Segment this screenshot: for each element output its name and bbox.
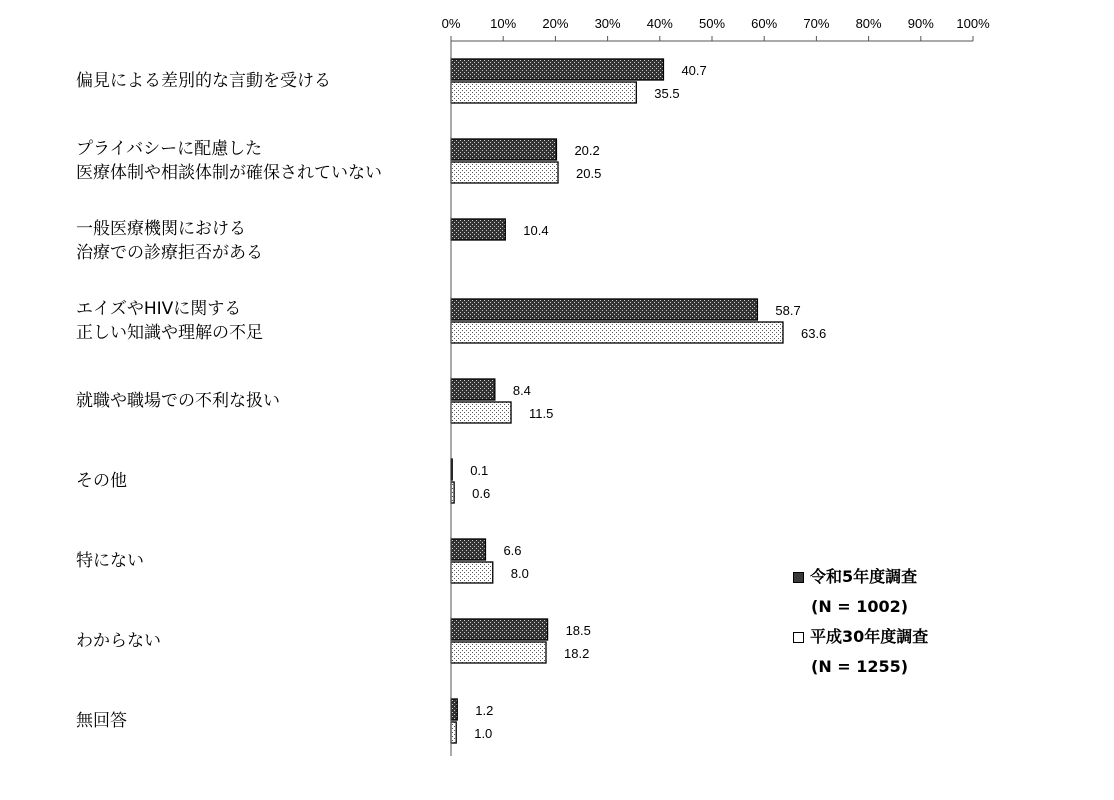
data-label: 0.1 (470, 463, 489, 478)
x-tick-label: 10% (490, 16, 517, 31)
bar-heisei30 (451, 642, 546, 663)
bar-reiwa5 (451, 539, 485, 560)
x-tick-label: 20% (542, 16, 569, 31)
data-label: 1.2 (475, 703, 494, 718)
category-label: 治療での診療拒否がある (76, 243, 263, 263)
bar-heisei30 (451, 402, 511, 423)
bar-reiwa5 (451, 699, 457, 720)
legend-swatch-reiwa5 (793, 572, 804, 583)
data-label: 40.7 (681, 63, 707, 78)
bar-heisei30 (451, 162, 558, 183)
category-label: その他 (76, 471, 127, 491)
data-label: 1.0 (474, 726, 493, 741)
data-label: 63.6 (800, 326, 827, 341)
x-tick-label: 70% (803, 16, 830, 31)
bar-reiwa5 (451, 619, 548, 640)
data-label: 20.5 (576, 166, 602, 181)
data-label: 11.5 (529, 406, 554, 421)
category-label: プライバシーに配慮した (76, 139, 263, 159)
data-label: 6.6 (503, 543, 522, 558)
x-tick-label: 0% (441, 16, 461, 31)
legend-item-heisei30 (793, 626, 928, 648)
category-label: エイズやHIVに関する (76, 299, 242, 319)
x-tick-label: 80% (855, 16, 882, 31)
data-label: 18.5 (565, 623, 591, 638)
legend-n-reiwa5: (N = 1002) (811, 597, 909, 616)
legend-item-reiwa5 (793, 566, 928, 588)
bar-reiwa5 (451, 139, 556, 160)
bar-reiwa5 (451, 59, 663, 80)
bar-heisei30 (451, 722, 456, 743)
bar-reiwa5 (451, 219, 505, 240)
category-label: 医療体制や相談体制が確保されていない (76, 163, 382, 183)
x-tick-label: 40% (646, 16, 673, 31)
bar-heisei30 (451, 82, 636, 103)
x-tick-label: 30% (594, 16, 621, 31)
legend-label-heisei30: 平成30年度調査 (810, 627, 929, 646)
legend-label-reiwa5: 令和5年度調査 (810, 567, 918, 586)
data-label: 18.2 (564, 646, 590, 661)
data-label: 20.2 (574, 143, 600, 158)
category-label: 一般医療機関における (76, 219, 246, 239)
x-tick-label: 100% (956, 16, 990, 31)
category-label: 無回答 (76, 711, 127, 731)
legend (793, 566, 928, 678)
data-label: 8.0 (510, 566, 529, 581)
category-label: 就職や職場での不利な扱い (76, 391, 280, 411)
x-tick-label: 50% (698, 16, 726, 31)
bar-reiwa5 (451, 379, 495, 400)
legend-n-heisei30: (N = 1255) (811, 657, 909, 676)
category-label: わからない (76, 631, 161, 651)
x-tick-label: 60% (751, 16, 778, 31)
data-label: 58.7 (775, 303, 801, 318)
x-axis-ticks (442, 16, 990, 41)
bars (451, 59, 826, 743)
data-label: 0.6 (472, 486, 491, 501)
category-label: 偏見による差別的な言動を受ける (76, 71, 331, 91)
x-tick-label: 90% (907, 16, 934, 31)
data-label: 35.5 (654, 86, 680, 101)
category-label: 特にない (76, 551, 144, 571)
category-label: 正しい知識や理解の不足 (76, 323, 263, 343)
legend-swatch-heisei30 (793, 632, 804, 643)
bar-heisei30 (451, 322, 783, 343)
bar-heisei30 (451, 562, 493, 583)
data-label: 8.4 (512, 383, 531, 398)
data-label: 10.4 (523, 223, 549, 238)
bar-reiwa5 (451, 299, 757, 320)
